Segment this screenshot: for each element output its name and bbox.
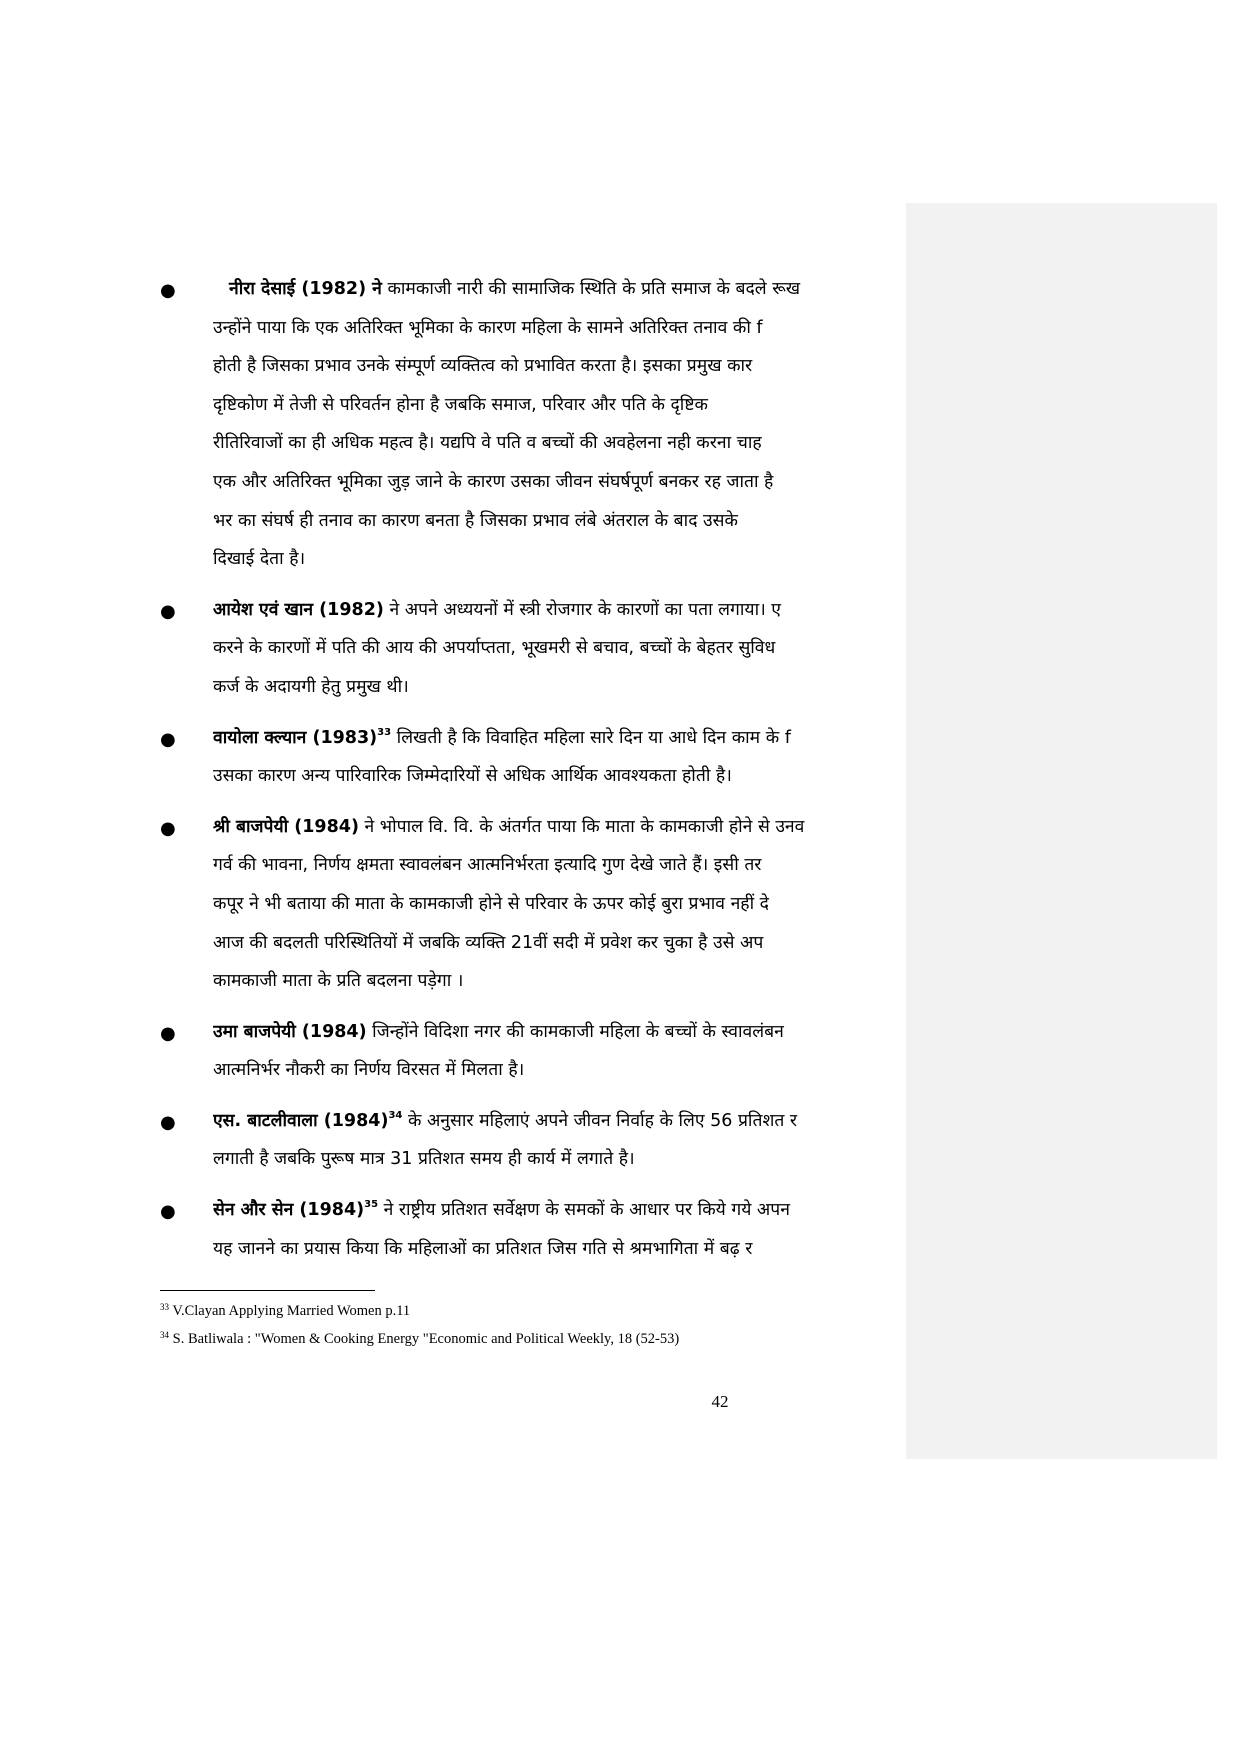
entry-line: उसका कारण अन्य पारिवारिक जिम्मेदारियों से अधिक आर्थिक आवश्यकता होती है। xyxy=(213,766,732,787)
entry-line: दृष्टिकोण में तेजी से परिवर्तन होना है जबकि समाज, परिवार और पति के दृष्टिक xyxy=(213,394,708,415)
footnote-number: 33 xyxy=(160,1302,169,1312)
entry-text: ने भोपाल वि. वि. के अंतर्गत पाया कि माता के कामकाजी होने से उनव xyxy=(358,816,805,837)
bullet-icon: ● xyxy=(160,1201,176,1223)
entry-heading: नीरा देसाई (1982) ने xyxy=(229,279,382,299)
entry-text: के अनुसार महिलाएं अपने जीवन निर्वाह के लिए 56 प्रतिशत र xyxy=(402,1110,798,1131)
entry-line: आज की बदलती परिस्थितियों में जबकि व्यक्ति 21वीं सदी में प्रवेश कर चुका है उसे अप xyxy=(213,932,764,953)
entry-line: भर का संघर्ष ही तनाव का कारण बनता है जिसका प्रभाव लंबे अंतराल के बाद उसके xyxy=(213,510,738,531)
footnote-separator xyxy=(160,1290,375,1291)
entry-line: लगाती है जबकि पुरूष मात्र 31 प्रतिशत समय ही कार्य में लगाते है। xyxy=(213,1149,635,1170)
entry-line: कामकाजी माता के प्रति बदलना पड़ेगा । xyxy=(213,971,464,992)
list-item xyxy=(160,1013,906,1090)
entry-line: होती है जिसका प्रभाव उनके संम्पूर्ण व्यक्तित्व को प्रभावित करता है। इसका प्रमुख कार xyxy=(213,356,753,377)
entry-first-line xyxy=(213,1191,906,1230)
footnote xyxy=(160,1299,900,1327)
entry-text: ने राष्ट्रीय प्रतिशत सर्वेक्षण के समकों के आधार पर किये गये अपन xyxy=(378,1200,790,1221)
entry-first-line xyxy=(213,1102,906,1141)
entry-line: दिखाई देता है। xyxy=(213,549,306,570)
comment-pane xyxy=(906,203,1217,1459)
page-body xyxy=(160,270,906,1280)
entry-text: लिखती है कि विवाहित महिला सारे दिन या आधे दिन काम के f xyxy=(391,727,791,748)
entry-heading: उमा बाजपेयी (1984) xyxy=(213,1021,367,1042)
list-item xyxy=(160,719,906,796)
page-number: 42 xyxy=(711,1392,729,1411)
entry-line: करने के कारणों में पति की आय की अपर्याप्तता, भूखमरी से बचाव, बच्चों के बेहतर सुविध xyxy=(213,638,776,659)
bullet-icon: ● xyxy=(160,1022,176,1044)
footnote-ref: 34 xyxy=(388,1109,403,1121)
entry-first-line xyxy=(213,270,906,309)
footnote-text: S. Batliwala : "Women & Cooking Energy "Economic and Political Weekly, 18 (52-53) xyxy=(172,1331,680,1347)
bullet-icon: ● xyxy=(160,728,176,750)
footnote-ref: 35 xyxy=(364,1199,379,1211)
entry-line: कपूर ने भी बताया की माता के कामकाजी होने से परिवार के ऊपर कोई बुरा प्रभाव नहीं दे xyxy=(213,893,769,914)
footnotes xyxy=(160,1299,900,1355)
entry-text: कामकाजी नारी की सामाजिक स्थिति के प्रति समाज के बदले रूख xyxy=(381,279,801,299)
entry-heading: श्री बाजपेयी (1984) xyxy=(213,816,359,837)
entry-line: यह जानने का प्रयास किया कि महिलाओं का प्रतिशत जिस गति से श्रमभागिता में बढ़ र xyxy=(213,1238,753,1259)
entry-heading: वायोला क्ल्यान (1983) xyxy=(213,727,378,748)
footnote-text: V.Clayan Applying Married Women p.11 xyxy=(172,1303,411,1319)
entry-first-line xyxy=(213,1013,906,1052)
bullet-icon: ● xyxy=(160,817,176,839)
entry-heading: आयेश एवं खान (1982) xyxy=(213,599,384,620)
list-item xyxy=(160,270,906,579)
footnote xyxy=(160,1327,900,1355)
entry-line: गर्व की भावना, निर्णय क्षमता स्वावलंबन आत्मनिर्भरता इत्यादि गुण देखे जाते हैं। इसी तर xyxy=(213,855,762,876)
entry-text: ने अपने अध्ययनों में स्त्री रोजगार के कारणों का पता लगाया। ए xyxy=(383,599,781,620)
entry-line: रीतिरिवाजों का ही अधिक महत्व है। यद्यपि वे पति व बच्चों की अवहेलना नही करना चाह xyxy=(213,433,762,454)
list-item xyxy=(160,1191,906,1268)
bullet-icon: ● xyxy=(160,1111,176,1133)
bullet-icon: ● xyxy=(160,280,176,301)
list-item xyxy=(160,591,906,707)
entry-first-line xyxy=(213,808,906,847)
entry-heading: एस. बाटलीवाला (1984) xyxy=(213,1110,389,1131)
entry-text: जिन्होंने विदिशा नगर की कामकाजी महिला के बच्चों के स्वावलंबन xyxy=(366,1021,784,1042)
footnote-number: 34 xyxy=(160,1330,169,1340)
bullet-icon: ● xyxy=(160,600,176,622)
entry-line: उन्होंने पाया कि एक अतिरिक्त भूमिका के कारण महिला के सामने अतिरिक्त तनाव की f xyxy=(213,317,763,338)
entry-first-line xyxy=(213,719,906,758)
entry-first-line xyxy=(213,591,906,630)
entry-line: कर्ज के अदायगी हेतु प्रमुख थी। xyxy=(213,676,409,697)
entry-line: एक और अतिरिक्त भूमिका जुड़ जाने के कारण उसका जीवन संघर्षपूर्ण बनकर रह जाता है xyxy=(213,471,774,492)
footnote-ref: 33 xyxy=(377,726,392,738)
list-item xyxy=(160,1102,906,1179)
entry-line: आत्मनिर्भर नौकरी का निर्णय विरसत में मिलता है। xyxy=(213,1060,525,1081)
entry-heading: सेन और सेन (1984) xyxy=(213,1200,365,1221)
list-item xyxy=(160,808,906,1001)
